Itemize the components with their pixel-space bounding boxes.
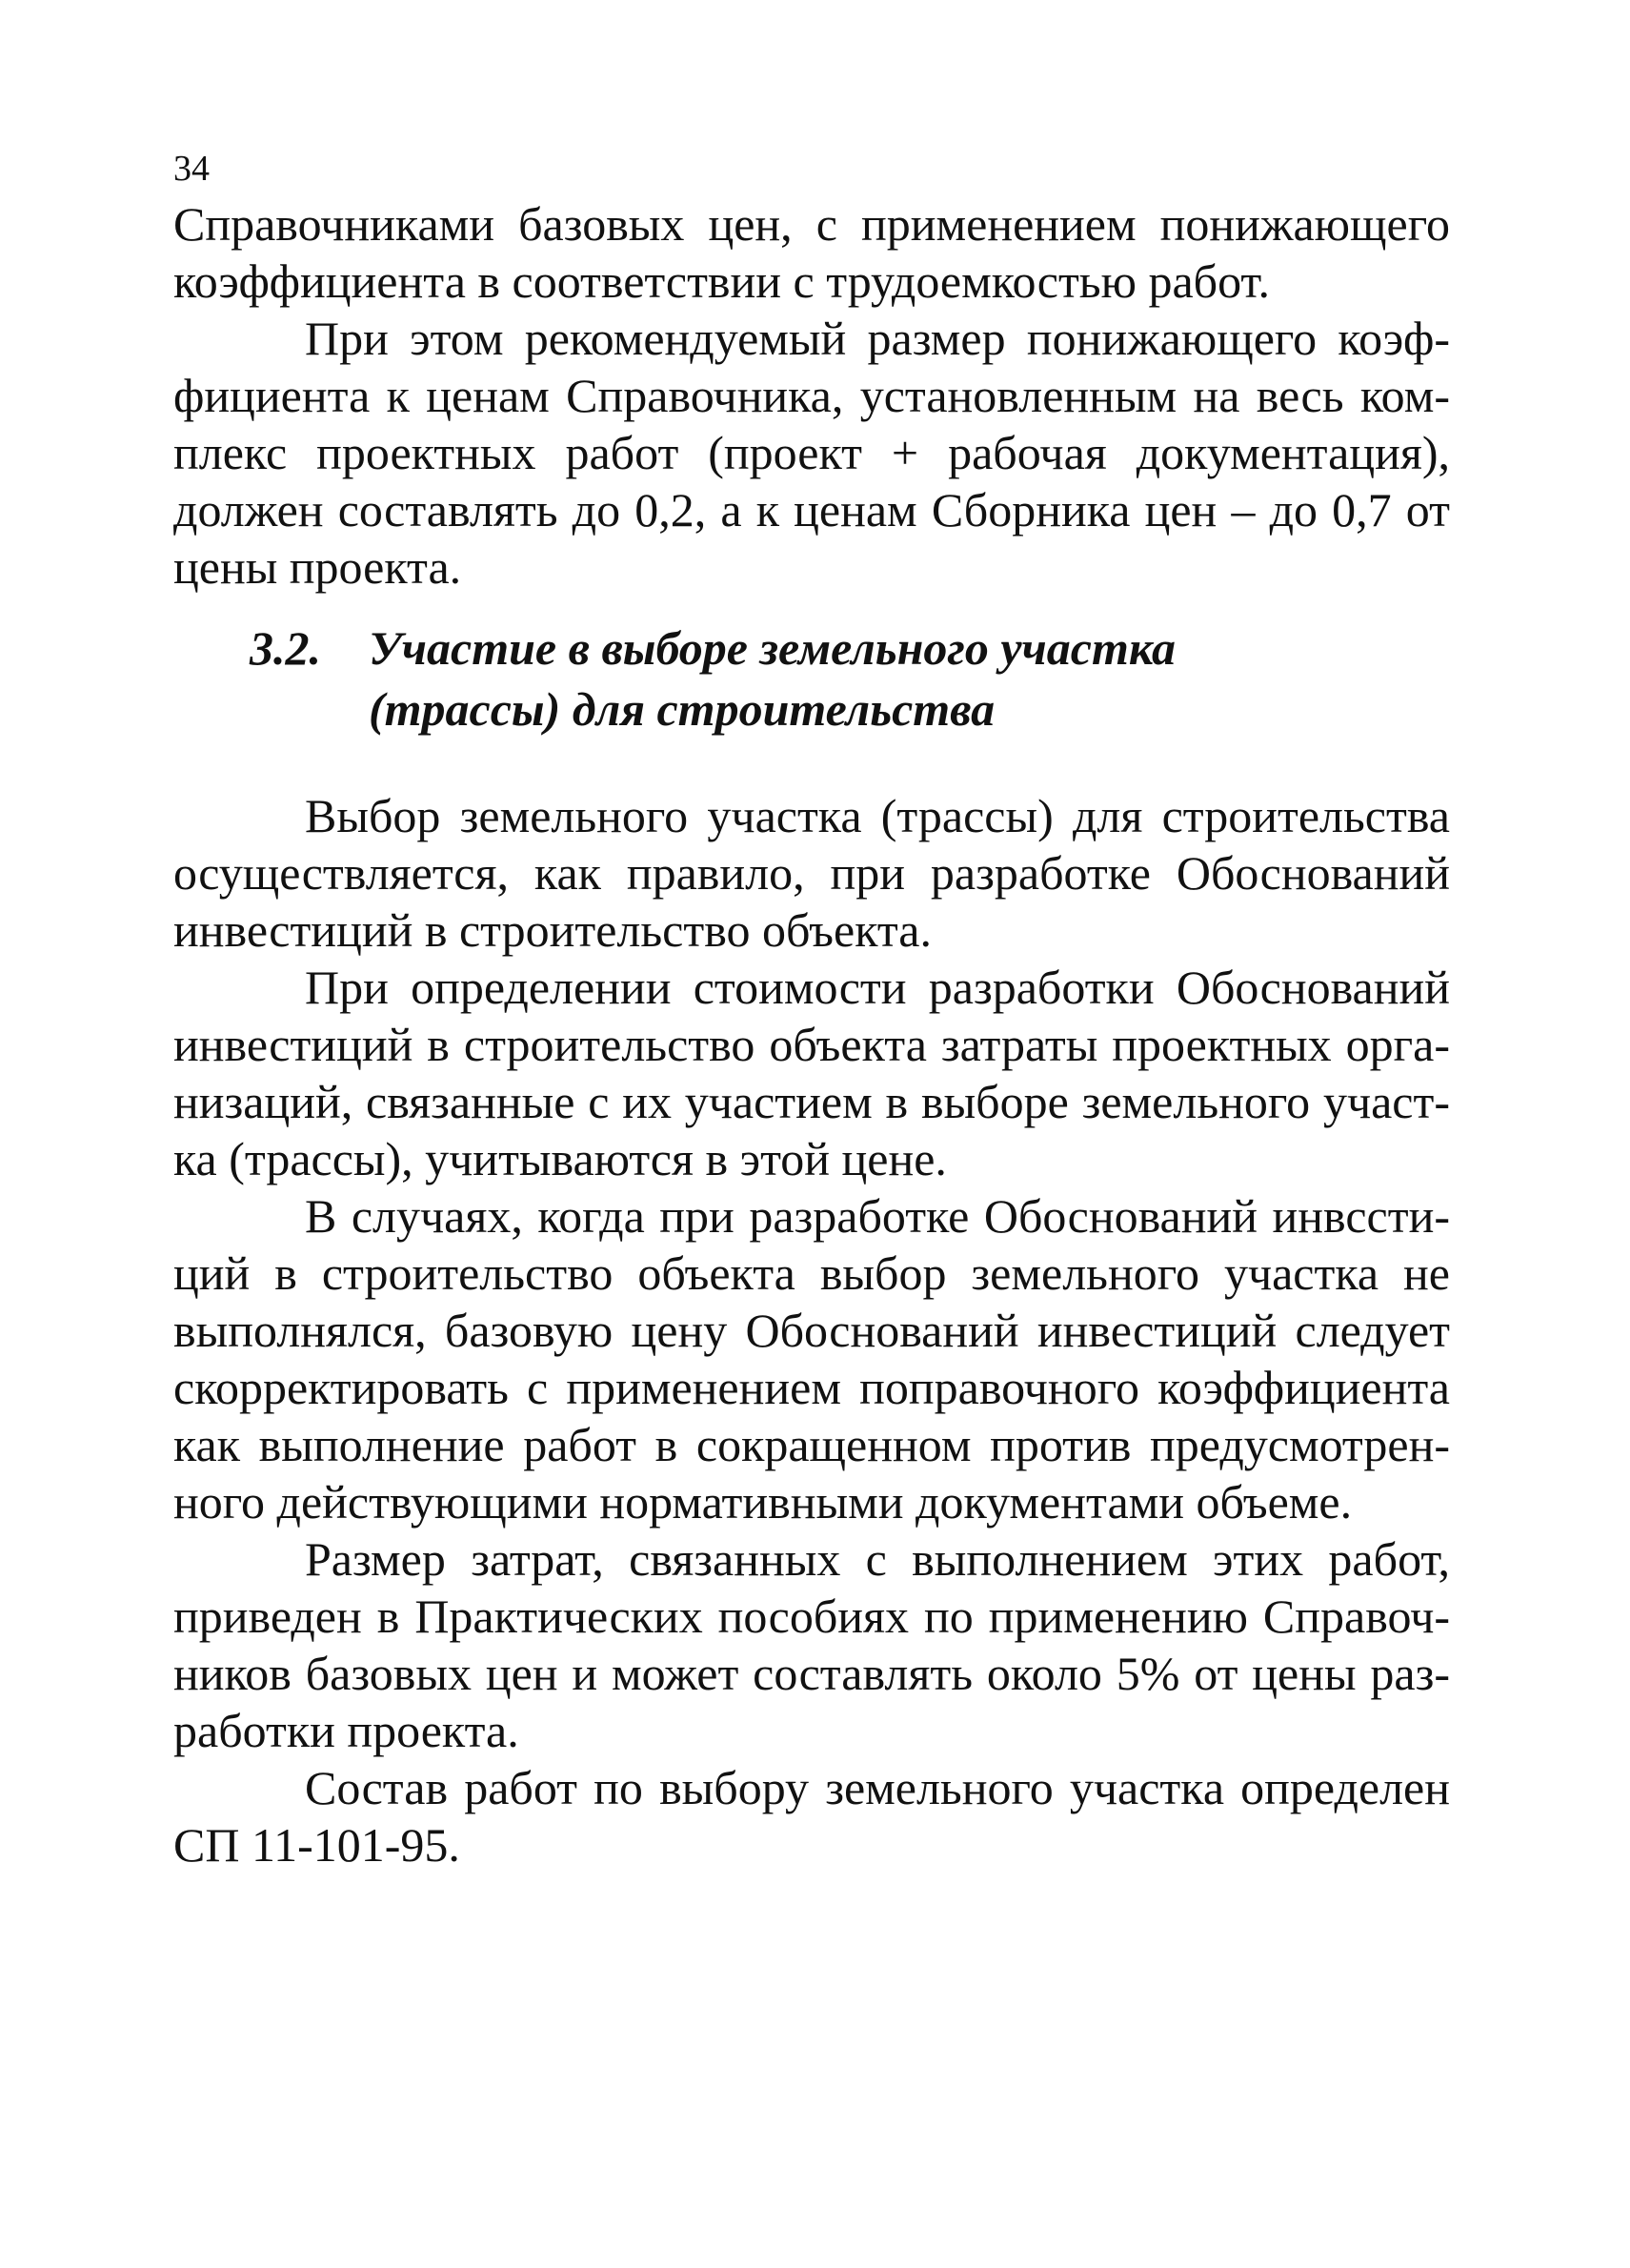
text-line: ников базовых цен и может составлять около 5% от цены раз- [173,1647,1450,1700]
text-line: инвестиций в строительство объекта затраты проектных орга- [173,1018,1450,1071]
text-line: низаций, связанные с их участием в выборе земельного участ- [173,1075,1450,1128]
text-line: При этом рекомендуемый размер понижающего коэф- [305,312,1450,365]
text-line: ка (трассы), учитываются в этой цене. [173,1132,947,1185]
text-line: выполнялся, базовую цену Обоснований инвестиций следует [173,1304,1450,1357]
text-line: Выбор земельного участка (трассы) для строительства [305,789,1450,842]
paragraph-block-intro [173,195,1450,596]
text-line: ного действующими нормативными документами объеме. [173,1475,1353,1529]
text-line: скорректировать с применением поправочного коэффициента [173,1361,1450,1414]
text-line: В случаях, когда при разработке Обоснований инвссти- [305,1189,1450,1243]
text-line: Справочниками базовых цен, с применением понижающего [173,197,1450,251]
text-line: Состав работ по выбору земельного участка определен [305,1761,1450,1814]
text-line: инвестиций в строительство объекта. [173,903,932,957]
text-line: осуществляется, как правило, при разработке Обоснований [173,846,1450,900]
text-line: СП 11-101-95. [173,1818,460,1872]
section-title-line-2: (трассы) для строительства [369,682,996,736]
text-line: фициента к ценам Справочника, установленным на весь ком- [173,369,1450,422]
text-line: работки проекта. [173,1704,519,1757]
page-number: 34 [173,149,210,189]
paragraph-block-section [173,787,1450,1873]
section-number: 3.2. [250,621,321,675]
section-title-line-1: Участие в выборе земельного участка [369,621,1176,675]
text-line: цены проекта. [173,540,462,594]
text-line: коэффициента в соответствии с трудоемкостью работ. [173,254,1271,308]
text-line: плекс проектных работ (проект + рабочая документация), [173,426,1450,479]
text-line: При определении стоимости разработки Обоснований [305,961,1450,1014]
text-line: ций в строительство объекта выбор земельного участка не [173,1246,1450,1300]
text-line: как выполнение работ в сокращенном против предусмотрен- [173,1418,1450,1471]
text-line: приведен в Практических пособиях по применению Справоч- [173,1590,1450,1643]
text-line: должен составлять до 0,2, а к ценам Сборника цен – до 0,7 от [173,483,1450,537]
text-line: Размер затрат, связанных с выполнением этих работ, [305,1532,1450,1586]
